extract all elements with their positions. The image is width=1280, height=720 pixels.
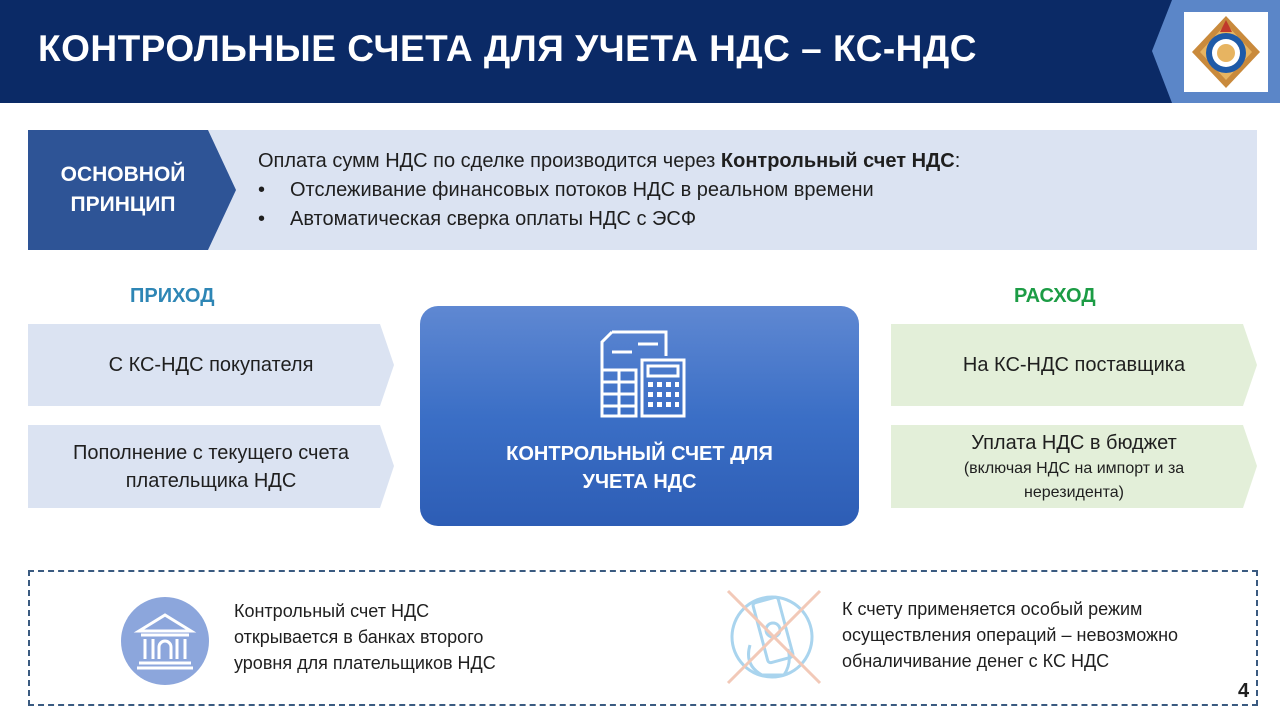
principle-intro-bold: Контрольный счет НДС: [720, 150, 955, 172]
outcome-heading: РАСХОД: [1014, 285, 1096, 307]
principle-label: ОСНОВНОЙ ПРИНЦИП: [60, 163, 186, 216]
page-title: КОНТРОЛЬНЫЕ СЧЕТА ДЛЯ УЧЕТА НДС – КС-НДС: [38, 28, 977, 69]
bank-building-icon: [121, 597, 209, 685]
control-account-label: КОНТРОЛЬНЫЙ СЧЕТ ДЛЯ УЧЕТА НДС: [506, 443, 773, 493]
no-cash-icon: [722, 585, 826, 689]
cash-note-text: К счету применяется особый режим осуществления операций – невозможно обналичивание денег с КС НДС: [842, 599, 1179, 671]
logo-area: [1152, 0, 1280, 103]
bank-note-text: Контрольный счет НДС открывается в банках второго уровня для плательщиков НДС: [234, 601, 496, 673]
income-item: Пополнение с текущего счета плательщика НДС: [28, 425, 394, 508]
income-heading: ПРИХОД: [130, 285, 215, 307]
outcome-item: На КС-НДС поставщика: [891, 324, 1257, 406]
page-number: 4: [1238, 680, 1250, 702]
income-item: С КС-НДС покупателя: [28, 324, 394, 406]
principle-intro: Оплата сумм НДС по сделке производится через Контрольный счет НДС:: [258, 150, 961, 172]
principle-bullet: • Автоматическая сверка оплаты НДС с ЭСФ: [258, 208, 697, 230]
principle-bullet: • Отслеживание финансовых потоков НДС в реальном времени: [258, 179, 874, 201]
outcome-item: Уплата НДС в бюджет (включая НДС на импорт и за нерезидента): [891, 425, 1257, 508]
documents-calculator-icon: [598, 330, 688, 420]
emblem-logo: [1184, 12, 1268, 92]
outcome-item-note: (включая НДС на импорт и за нерезидента): [963, 459, 1185, 501]
